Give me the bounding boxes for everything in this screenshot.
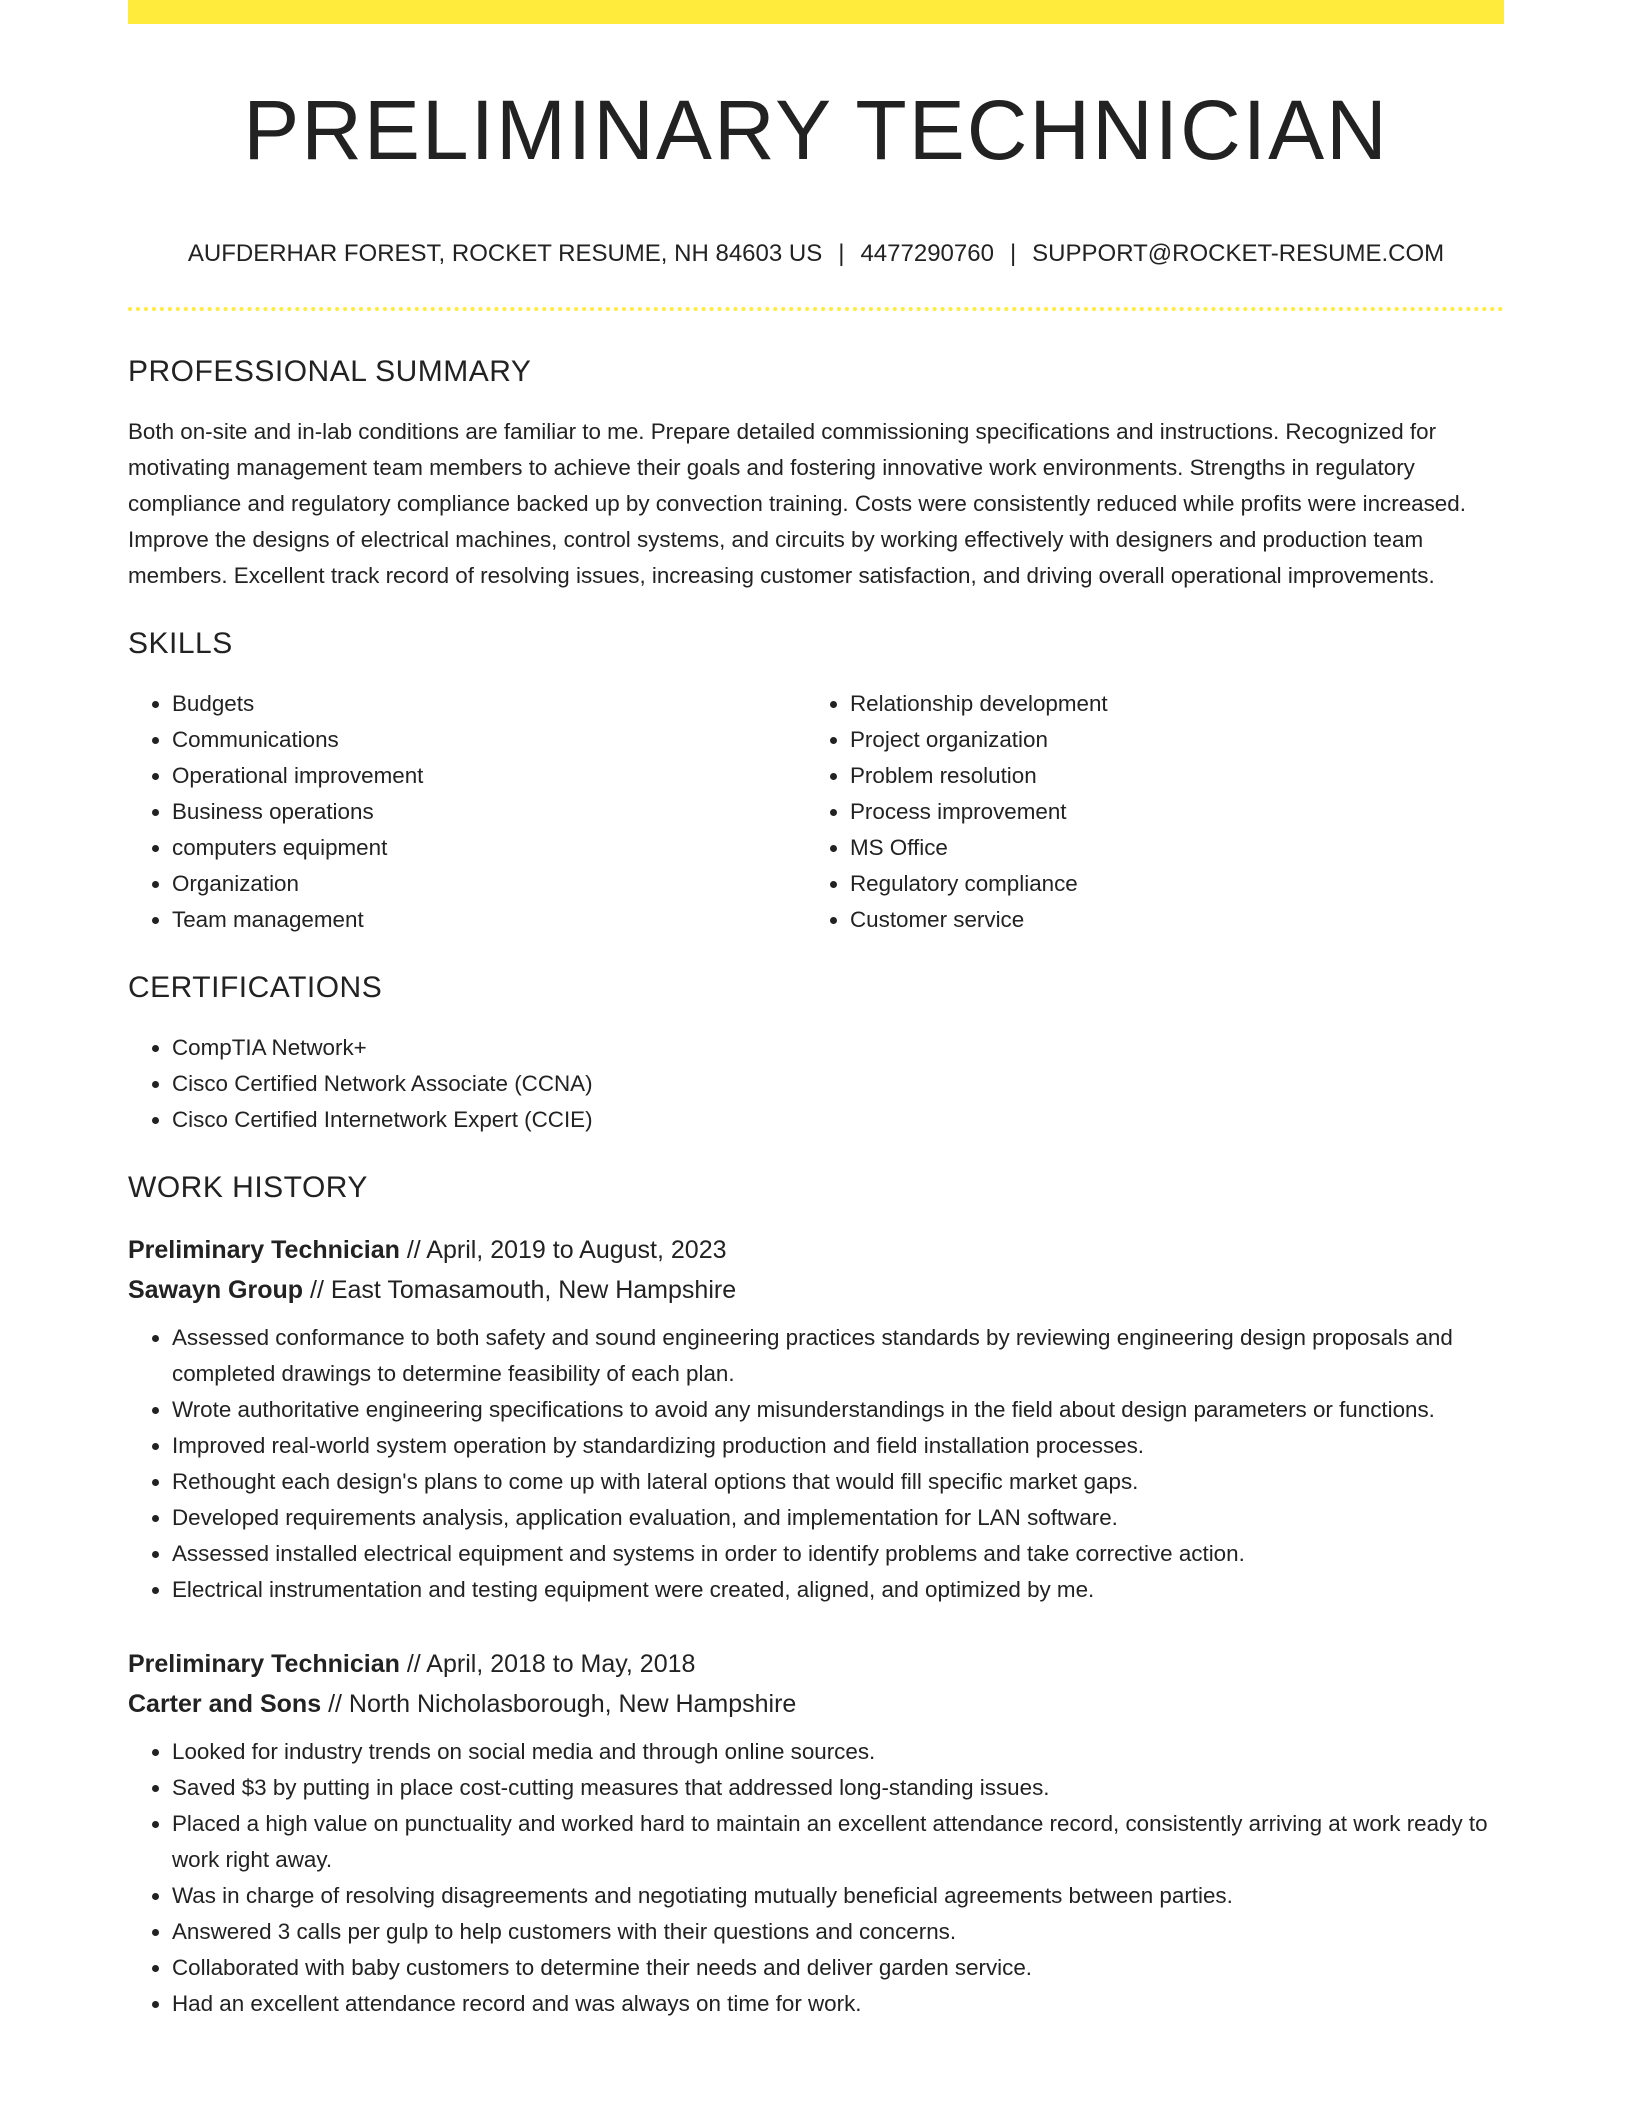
- job-bullet: • Collaborated with baby customers to determine their needs and deliver garden service.: [172, 1950, 1504, 1986]
- job-bullet: • Rethought each design's plans to come up with lateral options that would fill specific market gaps.: [172, 1464, 1504, 1500]
- contact-email: SUPPORT@ROCKET-RESUME.COM: [1032, 240, 1445, 267]
- contact-line: [128, 236, 1504, 272]
- summary-heading: PROFESSIONAL SUMMARY: [128, 355, 532, 388]
- certifications-heading: CERTIFICATIONS: [128, 971, 383, 1004]
- summary-section: [128, 352, 1504, 594]
- job-bullet: • Assessed conformance to both safety and sound engineering practices standards by reviewing engineering design proposals and completed drawings to determine feasibility of each plan.: [172, 1320, 1504, 1392]
- job-bullet: • Placed a high value on punctuality and worked hard to maintain an excellent attendance record, consistently arriving at work ready to work right away.: [172, 1806, 1504, 1878]
- job-bullet: • Developed requirements analysis, application evaluation, and implementation for LAN software.: [172, 1500, 1504, 1536]
- job-entry: [128, 1644, 1504, 2022]
- job-bullet: • Wrote authoritative engineering specifications to avoid any misunderstandings in the field about design parameters or functions.: [172, 1392, 1504, 1428]
- job-bullets: [128, 1320, 1504, 1608]
- skills-list-right: [806, 686, 1484, 938]
- job-dates: // April, 2018 to May, 2018: [406, 1650, 696, 1678]
- job-bullet: • Had an excellent attendance record and was always on time for work.: [172, 1986, 1504, 2022]
- skill-item: • Project organization: [850, 722, 1484, 758]
- skills-section: [128, 624, 1504, 938]
- job-location: // East Tomasamouth, New Hampshire: [310, 1276, 737, 1304]
- skill-item: • Budgets: [172, 686, 806, 722]
- skill-item: • MS Office: [850, 830, 1484, 866]
- job-title: Preliminary Technician: [128, 1236, 400, 1264]
- skill-item: • Communications: [172, 722, 806, 758]
- job-bullets: [128, 1734, 1504, 2022]
- job-company-line: [128, 1270, 1504, 1310]
- skill-item: • Business operations: [172, 794, 806, 830]
- skill-item: • Team management: [172, 902, 806, 938]
- skills-grid: [128, 686, 1504, 938]
- skill-item: • computers equipment: [172, 830, 806, 866]
- job-title-line: [128, 1644, 1504, 1684]
- job-company: Carter and Sons: [128, 1690, 322, 1718]
- job-bullet: • Looked for industry trends on social media and through online sources.: [172, 1734, 1504, 1770]
- resume-name: PRELIMINARY TECHNICIAN: [243, 83, 1389, 177]
- resume-content: [128, 352, 1504, 2058]
- summary-text: Both on-site and in-lab conditions are familiar to me. Prepare detailed commissioning specifications and instructions. Recognized for motivating management team members to achieve their goals and fostering innovative work environments. Strengths in regulatory compliance and regulatory compliance backed up by convection training. Costs were consistently reduced while profits were increased. Improve the designs of electrical machines, control systems, and circuits by working effectively with designers and production team members. Excellent track record of resolving issues, increasing customer satisfaction, and driving overall operational improvements.: [128, 419, 1466, 588]
- header-divider: [128, 307, 1504, 311]
- skill-item: • Operational improvement: [172, 758, 806, 794]
- job-bullet: • Improved real-world system operation by standardizing production and field installation processes.: [172, 1428, 1504, 1464]
- skill-item: • Process improvement: [850, 794, 1484, 830]
- job-bullet: • Answered 3 calls per gulp to help customers with their questions and concerns.: [172, 1914, 1504, 1950]
- job-title-line: [128, 1230, 1504, 1270]
- contact-separator: |: [838, 240, 845, 267]
- certification-item: • Cisco Certified Network Associate (CCNA): [172, 1066, 1504, 1102]
- certification-item: • CompTIA Network+: [172, 1030, 1504, 1066]
- skill-item: • Relationship development: [850, 686, 1484, 722]
- certifications-section: [128, 968, 1504, 1138]
- skills-list-left: [128, 686, 806, 938]
- job-company-line: [128, 1684, 1504, 1724]
- job-dates: // April, 2019 to August, 2023: [406, 1236, 727, 1264]
- job-bullet: • Electrical instrumentation and testing equipment were created, aligned, and optimized by me.: [172, 1572, 1504, 1608]
- job-title: Preliminary Technician: [128, 1650, 400, 1678]
- skill-item: • Organization: [172, 866, 806, 902]
- job-bullet: • Assessed installed electrical equipment and systems in order to identify problems and take corrective action.: [172, 1536, 1504, 1572]
- skill-item: • Customer service: [850, 902, 1484, 938]
- job-location: // North Nicholasborough, New Hampshire: [328, 1690, 797, 1718]
- contact-address: AUFDERHAR FOREST, ROCKET RESUME, NH 84603 US: [187, 240, 823, 267]
- certifications-list: [128, 1030, 1504, 1138]
- top-accent-bar: [128, 0, 1504, 24]
- job-bullet: • Was in charge of resolving disagreements and negotiating mutually beneficial agreements between parties.: [172, 1878, 1504, 1914]
- contact-phone: 4477290760: [860, 240, 994, 267]
- skill-item: • Regulatory compliance: [850, 866, 1484, 902]
- job-company: Sawayn Group: [128, 1276, 304, 1304]
- certification-item: • Cisco Certified Internetwork Expert (CCIE): [172, 1102, 1504, 1138]
- skill-item: • Problem resolution: [850, 758, 1484, 794]
- skills-heading: SKILLS: [128, 627, 233, 660]
- job-bullet: • Saved $3 by putting in place cost-cutting measures that addressed long-standing issues.: [172, 1770, 1504, 1806]
- work-history-heading: WORK HISTORY: [128, 1171, 368, 1204]
- job-entry: [128, 1230, 1504, 1608]
- contact-separator: |: [1009, 240, 1017, 267]
- work-history-section: [128, 1168, 1504, 2022]
